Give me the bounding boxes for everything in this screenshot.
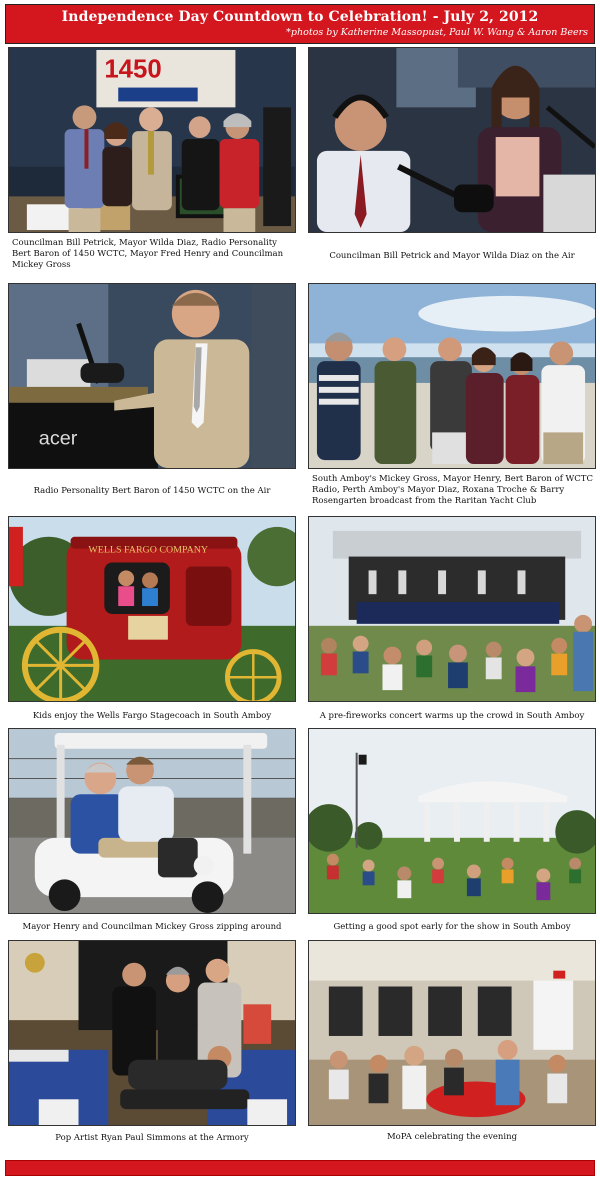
photo-caption: A pre-fireworks concert warms up the crowd in South Amboy xyxy=(319,711,585,721)
photo-caption: Mayor Henry and Councilman Mickey Gross zipping around xyxy=(22,922,282,932)
photo-caption: Getting a good spot early for the show in South Amboy xyxy=(333,922,571,932)
photo-caption: South Amboy's Mickey Gross, Mayor Henry, Bert Baron of WCTC Radio, Perth Amboy's Mayor Diaz, Roxana Troche & Barry Rosengarten broadcast from the Raritan Yacht Club xyxy=(312,474,593,506)
photo-on-air xyxy=(308,47,596,233)
footer-bar xyxy=(5,1160,595,1176)
radio-sign-text: 1450 xyxy=(104,55,162,84)
photo-caption: Kids enjoy the Wells Fargo Stagecoach in South Amboy xyxy=(32,711,272,721)
photo-caption: MoPA celebrating the evening xyxy=(386,1132,518,1142)
page-header xyxy=(5,4,595,44)
photo-caption: Councilman Bill Petrick, Mayor Wilda Diaz, Radio Personality Bert Baron of 1450 WCTC, Mayor Fred Henry and Councilman Mickey Gross xyxy=(12,238,284,270)
photo-golf-cart xyxy=(8,728,296,914)
acer-logo-text: acer xyxy=(38,427,78,450)
stagecoach-sign: WELLS FARGO COMPANY xyxy=(88,544,209,556)
photo-radio-group xyxy=(8,47,296,233)
photo-credits: *photos by Katherine Massopust, Paul W. Wang & Aaron Beers xyxy=(286,27,588,38)
photo-caption: Councilman Bill Petrick and Mayor Wilda Diaz on the Air xyxy=(329,251,575,261)
photo-caption: Pop Artist Ryan Paul Simmons at the Armory xyxy=(55,1133,249,1143)
photo-concert xyxy=(308,516,596,702)
photo-mopa xyxy=(308,940,596,1126)
photo-pop-artist xyxy=(8,940,296,1126)
photo-caption: Radio Personality Bert Baron of 1450 WCTC on the Air xyxy=(33,486,271,496)
page-title: Independence Day Countdown to Celebration! - July 2, 2012 xyxy=(61,9,539,25)
photo-stagecoach xyxy=(8,516,296,702)
photo-lawn-crowd xyxy=(308,728,596,914)
photo-bert-baron xyxy=(8,283,296,469)
photo-yacht-club xyxy=(308,283,596,469)
